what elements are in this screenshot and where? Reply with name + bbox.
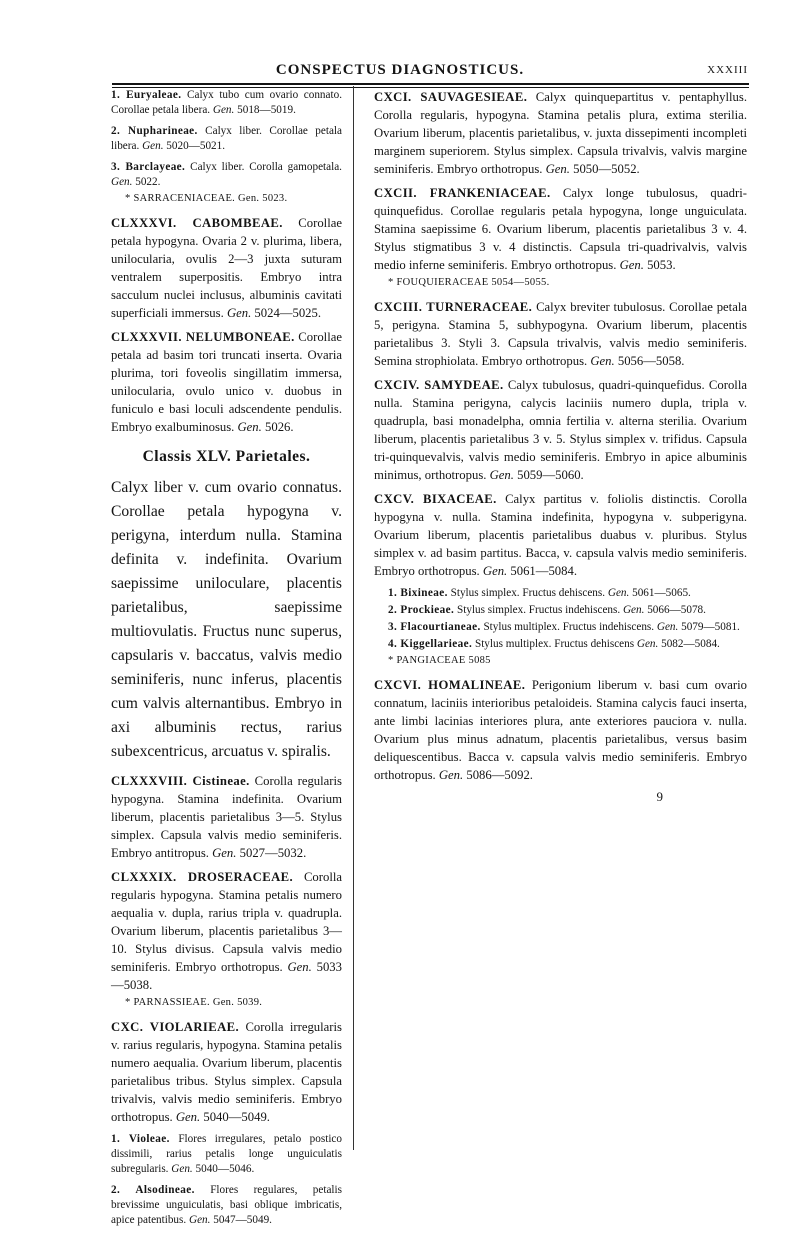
right-s1-gen: Gen. [607, 587, 630, 599]
subentry-kiggellarieae [388, 637, 747, 652]
left-p1-num: 5018—5019. [234, 104, 296, 116]
left-s1-num: 5040—5046. [192, 1163, 255, 1175]
ref-parnassieae: * PARNASSIEAE. Gen. 5039. [125, 997, 263, 1008]
right-s4-head: 4. Kiggellarieae. [388, 638, 473, 650]
right-s2-head: 2. Prockieae. [388, 604, 455, 616]
entry-nupharineae [111, 124, 342, 154]
header-rule-thick [112, 83, 749, 85]
right-p5-gen: Gen. [482, 564, 508, 578]
right-s2-text: Stylus simplex. Fructus indehiscens. [454, 604, 623, 616]
subentry-bixineae [388, 586, 747, 601]
right-s4-text: Stylus multiplex. Fructus dehiscens [472, 638, 637, 650]
left-p8-num: 5040—5049. [200, 1110, 270, 1124]
left-p1-text: Calyx tubo cum ovario connato. Corollae petala libera. [111, 89, 342, 116]
left-p3-text: Calyx liber. Corolla gamopetala. [185, 161, 342, 173]
left-p1-head: 1. Euryaleae. [111, 89, 182, 101]
right-s3-text: Stylus multiplex. Fructus indehiscens. [480, 621, 657, 633]
entry-nelumboneae [111, 328, 342, 436]
left-column [111, 88, 342, 1234]
right-p4-text: Calyx tubulosus, quadri-quinquefidus. Corolla nulla. Stamina perigyna, calycis laciniis numero dupla, tripla v. quadrupla, basi monadelpha, omnia fertilia v. alterna sterilia. Ovarium liberum, placentis parietalibus 3 v. 5. Stylus simplex v. trifidus. Capsula tri-quinquevalvis, valvis medio seminiferis. Embryo in apice albuminis minimus, orthotropus. [374, 378, 747, 482]
signature-number: 9 [656, 789, 663, 804]
page-header [0, 0, 800, 80]
right-p1-gen: Gen. [545, 162, 570, 176]
running-title: CONSPECTUS DIAGNOSTICUS. [275, 62, 525, 78]
page-number-roman: XXXIII [707, 64, 748, 76]
right-s3-gen: Gen. [656, 621, 679, 633]
classis-intro: Calyx liber v. cum ovario connatus. Corollae petala hypogyna v. perigyna, interdum nulla. Stamina definita v. indefinita. Ovarium saepissime uniloculare, placentis parietalibus, saepissime multiovulatis. Fructus nunc superus, capsularis v. baccatus, valvis medio seminiferis, nunc inferus, placentis cum valvis alternantibus. Embryo in axi albuminis rectus, rarius subexcentricus, arcuatus v. spiralis. [111, 479, 342, 760]
entry-turneraceae [374, 298, 747, 370]
left-s2-num: 5047—5049. [210, 1214, 272, 1226]
left-p3-gen: Gen. [111, 176, 133, 188]
left-p3-head: 3. Barclayeae. [111, 161, 186, 173]
right-s4-num: 5082—5084. [658, 638, 720, 650]
right-p5-text: Calyx partitus v. foliolis distinctis. Corolla hypogyna v. nulla. Stamina indefinita, hypogyna v. subperigyna. Ovarium liberum, placentis parietalibus duabus v. pluribus. Stylus simplex v. ad basim partitus. Bacca, v. capsula valvis medio seminiferis. Embryo orthotropus. [374, 492, 747, 578]
ref-fouquieraceae: * FOUQUIERACEAE 5054—5055. [388, 277, 550, 288]
right-p6-head: CXCVI. HOMALINEAE. [374, 678, 526, 692]
entry-cabombeae [111, 214, 342, 322]
right-p2-text: Calyx longe tubulosus, quadri-quinquefidus. Corollae regularis petala hypogyna, longe unguiculata. Stamina saepissime 6. Ovarium liberum, placentis parietalibus 3 v. 4. Stylus stigmatibus 3 v. 4 distinctis. Capsula tri-quadrivalvis, valvis medio inferne seminiferis. Embryo orthotropus. [374, 186, 747, 272]
right-p5-num: 5061—5084. [507, 564, 577, 578]
entry-homalineae [374, 676, 747, 784]
left-p2-gen: Gen. [142, 140, 164, 152]
right-p4-num: 5059—5060. [513, 468, 584, 482]
left-p7-text: Corolla regularis hypogyna. Stamina petalis numero aequalia v. dupla, rarius tripla v. quadrupla. Ovarium liberum, placentis parietalibus 3—10. Stylus divisus. Capsula valvis medio seminiferis. Embryo orthotropus. [111, 870, 342, 974]
subentry-violeae [111, 1132, 342, 1177]
entry-cistineae [111, 772, 342, 862]
right-p3-gen: Gen. [590, 354, 615, 368]
right-p1-num: 5050—5052. [569, 162, 640, 176]
right-s3-num: 5079—5081. [678, 621, 740, 633]
entry-sauvagesieae [374, 88, 747, 178]
left-p2-num: 5020—5021. [163, 140, 226, 152]
left-p5-num: 5026. [261, 420, 294, 434]
entry-samydeae [374, 376, 747, 484]
right-s1-head: 1. Bixineae. [388, 587, 448, 599]
left-p5-text: Corollae petala ad basim tori truncati inserta. Ovaria plurima, tori foveolis singillatim immersa, unilocularia, ovulo unico v. duobus in funiculo e basi loculi adscendente pendulis. Embryo exalbuminosus. [111, 330, 342, 434]
left-p1-gen: Gen. [212, 104, 235, 116]
left-p8-head: CXC. VIOLARIEAE. [111, 1020, 240, 1034]
left-s2-text: Flores regulares, petalis brevissime unguiculatis, basi oblique imbricatis, apice patentibus. [111, 1184, 342, 1226]
right-p4-gen: Gen. [489, 468, 514, 482]
right-s2-gen: Gen. [622, 604, 645, 616]
left-s1-text: Flores irregulares, petalo postico dissimili, rarius petalis longe unguiculatis subregularis. [111, 1133, 342, 1175]
entry-droseraceae [111, 868, 342, 994]
right-p2-num: 5053. [643, 258, 676, 272]
entry-euryaleae [111, 88, 342, 118]
right-p3-num: 5056—5058. [614, 354, 685, 368]
subentry-alsodineae [111, 1183, 342, 1228]
right-s1-text: Stylus simplex. Fructus dehiscens. [447, 587, 608, 599]
left-p4-gen: Gen. [226, 306, 252, 320]
left-p5-head: CLXXXVII. NELUMBONEAE. [111, 330, 295, 344]
left-p4-num: 5024—5025. [251, 306, 322, 320]
right-s2-num: 5066—5078. [644, 604, 706, 616]
ref-pangiaceae: * PANGIACEAE 5085 [388, 655, 491, 666]
right-s1-num: 5061—5065. [629, 587, 691, 599]
subentry-prockieae [388, 603, 747, 618]
left-p3-num: 5022. [132, 176, 161, 188]
right-column [374, 88, 747, 806]
left-p6-text: Corolla regularis hypogyna. Stamina indefinita. Ovarium liberum, placentis parietalibus 3—5. Stylus simplex. Capsula valvis medio seminiferis. Embryo antitropus. [111, 774, 342, 860]
ref-sarraceniaceae: * SARRACENIACEAE. Gen. 5023. [125, 193, 288, 204]
entry-frankeniaceae [374, 184, 747, 274]
right-p4-head: CXCIV. SAMYDEAE. [374, 378, 504, 392]
left-p7-num: 5033—5038. [111, 960, 342, 992]
left-s2-head: 2. Alsodineae. [111, 1184, 195, 1196]
left-p6-gen: Gen. [212, 846, 237, 860]
left-p2-head: 2. Nupharineae. [111, 125, 198, 137]
left-p8-text: Corolla irregularis v. rarius regularis, hypogyna. Stamina petalis numero aequalia. Ovarium liberum, placentis parietalibus tribus. Stylus simplex. Capsula trivalvis, valvis medio seminiferis. Embryo orthotropus. [111, 1020, 342, 1124]
left-p7-head: CLXXXIX. DROSERACEAE. [111, 870, 294, 884]
left-p2-text: Calyx liber. Corollae petala libera. [111, 125, 342, 152]
left-p5-gen: Gen. [237, 420, 262, 434]
left-s1-head: 1. Violeae. [111, 1133, 170, 1145]
left-p8-gen: Gen. [175, 1110, 201, 1124]
left-s1-gen: Gen. [171, 1163, 193, 1175]
right-p2-head: CXCII. FRANKENIACEAE. [374, 186, 551, 200]
right-p1-head: CXCI. SAUVAGESIEAE. [374, 90, 528, 104]
left-p4-text: Corollae petala hypogyna. Ovaria 2 v. plurima, libera, unilocularia, ovulis 2—3 juxta suturam ventralem superpositis. Embryo intra sacculum nuclei inclusus, albuminis cavitati superficiali immersus. [111, 216, 342, 320]
left-p6-num: 5027—5032. [236, 846, 307, 860]
left-s2-gen: Gen. [188, 1214, 211, 1226]
left-p4-head: CLXXXVI. CABOMBEAE. [111, 216, 283, 230]
right-p6-gen: Gen. [438, 768, 464, 782]
subentry-flacourtianeae [388, 620, 747, 635]
right-p5-head: CXCV. BIXACEAE. [374, 492, 497, 506]
right-p3-head: CXCIII. TURNERACEAE. [374, 300, 533, 314]
right-p6-text: Perigonium liberum v. basi cum ovario connatum, laciniis interioribus petaloideis. Stamina calycis fauci inserta, ante limbi lacinias interiores plura, ante exteriores pauciora v. nulla. Ovarium plus minus adnatum, placentis parietalibus, versus basim deliquescentibus. Bacca v. capsula valvis medio seminiferis. Embryo orthotropus. [374, 678, 748, 782]
classis-heading: Classis XLV. Parietales. [142, 448, 311, 465]
entry-barclayeae [111, 160, 342, 190]
right-p1-text: Calyx quinquepartitus v. pentaphyllus. Corolla regularis, hypogyna. Stamina petalis plura, extima sterilia. Ovarium liberum, placentis parietalibus, v. juxta dissepimenti incompleti marginem superiorem. Stylus simplex. Capsula trivalvis, valvis margine seminiferis. Embryo orthotropus. [374, 90, 747, 176]
left-p6-head: CLXXXVIII. Cistineae. [111, 774, 250, 788]
right-p2-gen: Gen. [619, 258, 644, 272]
entry-violarieae [111, 1018, 342, 1126]
right-s3-head: 3. Flacourtianeae. [388, 621, 481, 633]
entry-bixaceae [374, 490, 747, 580]
right-p3-text: Calyx breviter tubulosus. Corollae petala 5, perigyna. Stamina 5, subhypogyna. Ovarium liberum, placentis parietalibus 3. Styli 3. Capsula trivalvis, valvis medio seminiferis. Semina strophiolata. Embryo orthotropus. [374, 300, 747, 368]
left-p7-gen: Gen. [287, 960, 312, 974]
right-p6-num: 5086—5092. [463, 768, 533, 782]
column-divider [353, 86, 354, 1150]
right-s4-gen: Gen. [636, 638, 659, 650]
